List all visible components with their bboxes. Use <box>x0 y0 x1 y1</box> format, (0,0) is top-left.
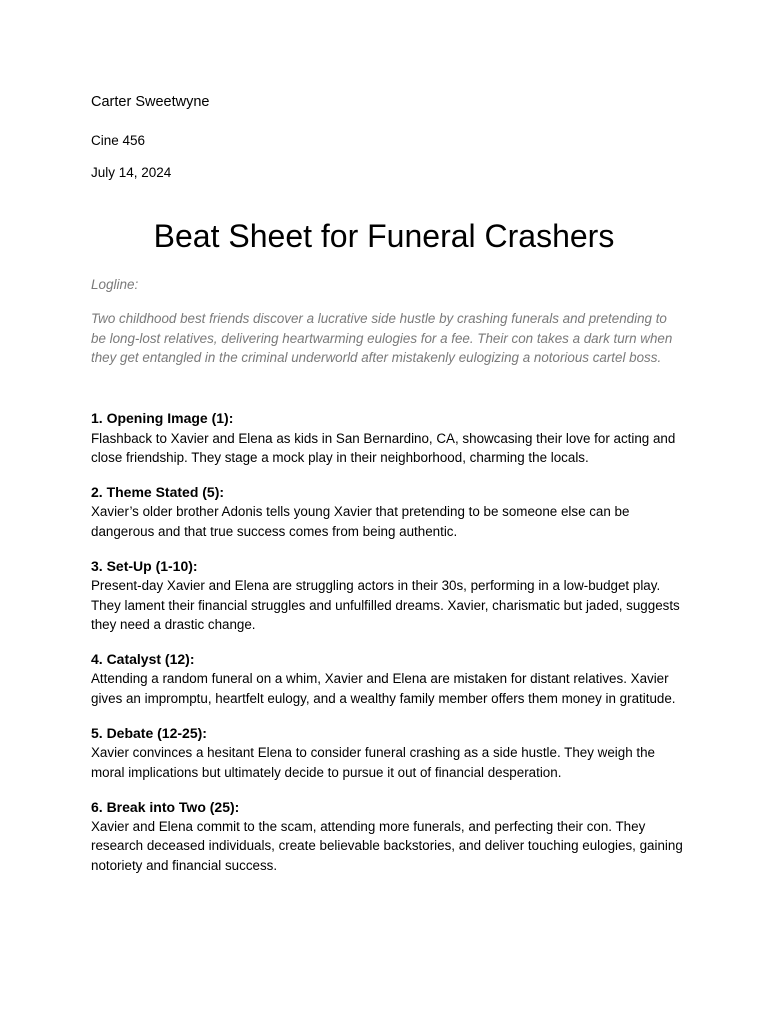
logline-label: Logline: <box>91 277 139 292</box>
document-date: July 14, 2024 <box>91 165 172 180</box>
beat-item <box>91 650 691 708</box>
beat-text: Xavier convinces a hesitant Elena to consider funeral crashing as a side hustle. They weigh the moral implications but ultimately decide to pursue it out of financial desperation. <box>91 745 655 780</box>
beat-heading: 4. Catalyst (12): <box>91 650 195 667</box>
beat-item <box>91 483 691 541</box>
beat-item <box>91 409 691 467</box>
beat-heading: 3. Set-Up (1-10): <box>91 557 198 574</box>
beat-item <box>91 798 691 875</box>
document-title: Beat Sheet for Funeral Crashers <box>153 218 615 254</box>
author-name: Carter Sweetwyne <box>91 94 210 110</box>
beat-heading: 2. Theme Stated (5): <box>91 483 225 500</box>
beat-text: Xavier and Elena commit to the scam, attending more funerals, and perfecting their con. They research deceased individuals, create believable backstories, and deliver touching eulogies, gaining notoriety and financial success. <box>91 819 683 873</box>
beat-heading: 5. Debate (12-25): <box>91 724 207 741</box>
beat-heading: 1. Opening Image (1): <box>91 410 234 426</box>
course-code: Cine 456 <box>91 133 146 148</box>
beat-item <box>91 724 691 782</box>
beat-text: Xavier’s older brother Adonis tells young Xavier that pretending to be someone else can be dangerous and that true success comes from being authentic. <box>91 504 630 539</box>
logline-text: Two childhood best friends discover a lucrative side hustle by crashing funerals and pretending to be long-lost relatives, delivering heartwarming eulogies for a fee. Their con takes a dark turn when they get entangled in the criminal underworld after mistakenly eulogizing a notorious cartel boss. <box>91 311 673 365</box>
beat-text: Flashback to Xavier and Elena as kids in San Bernardino, CA, showcasing their love for acting and close friendship. They stage a mock play in their neighborhood, charming the locals. <box>91 430 676 465</box>
beat-text: Present-day Xavier and Elena are struggling actors in their 30s, performing in a low-budget play. They lament their financial struggles and unfulfilled dreams. Xavier, charismatic but jaded, suggests they need a drastic change. <box>91 578 680 632</box>
beat-heading: 6. Break into Two (25): <box>91 798 240 815</box>
beat-text: Attending a random funeral on a whim, Xavier and Elena are mistaken for distant relatives. Xavier gives an impromptu, heartfelt eulogy, and a wealthy family member offers them money in gratitude. <box>91 671 676 706</box>
beat-list <box>91 409 691 891</box>
beat-item <box>91 557 691 634</box>
